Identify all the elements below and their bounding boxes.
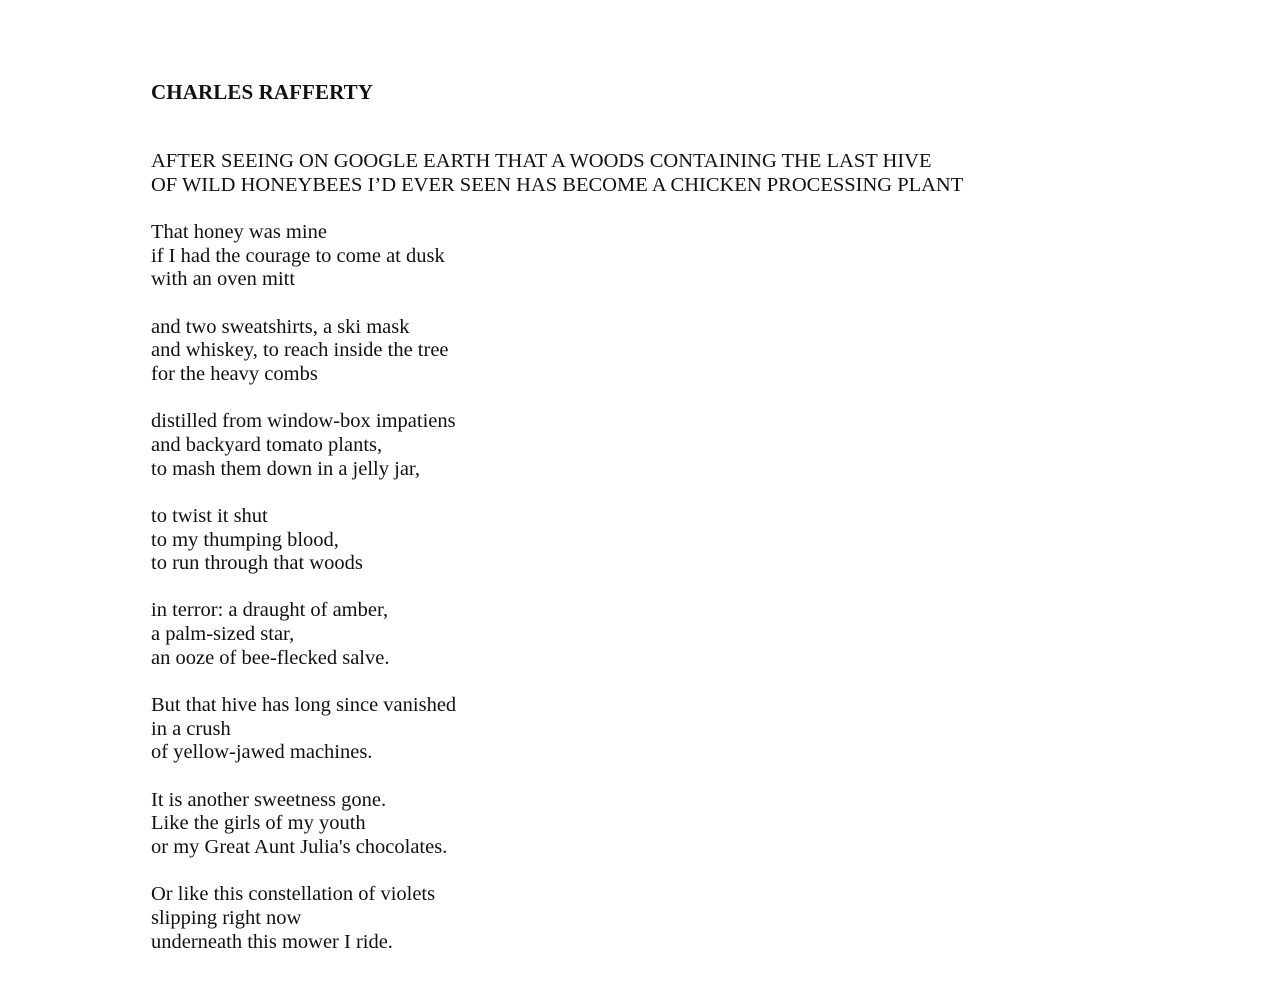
poem-line: and two sweatshirts, a ski mask [151,315,410,338]
poem-title-line: OF WILD HONEYBEES I’D EVER SEEN HAS BECOME A CHICKEN PROCESSING PLANT [151,173,964,196]
poem-line: if I had the courage to come at dusk [151,244,445,267]
poem-line: slipping right now [151,906,302,929]
stanza-4 [151,505,1251,576]
stanza-5 [151,599,1251,670]
poem-line: in terror: a draught of amber, [151,599,389,622]
stanza-1 [151,221,1251,292]
poem-line: for the heavy combs [151,363,318,386]
poem-line: Like the girls of my youth [151,812,366,835]
poem-line: of yellow-jawed machines. [151,741,373,764]
poem-line: to run through that woods [151,552,363,575]
poem-line: to twist it shut [151,504,268,527]
stanza-3 [151,410,1251,481]
poem-line: and backyard tomato plants, [151,433,383,456]
poem-line: with an oven mitt [151,268,296,291]
poem-title-line: AFTER SEEING ON GOOGLE EARTH THAT A WOODS CONTAINING THE LAST HIVE [151,150,932,172]
poem-line: It is another sweetness gone. [151,788,387,811]
poem-line: to mash them down in a jelly jar, [151,457,421,480]
document-page [151,80,1251,978]
poem-body [151,221,1251,954]
poem-line: distilled from window-box impatiens [151,410,456,433]
stanza-7 [151,789,1251,860]
poem-title [151,150,1251,197]
poem-line: Or like this constellation of violets [151,883,436,906]
poem-line: to my thumping blood, [151,528,339,551]
poem-line: But that hive has long since vanished [151,694,457,717]
stanza-8 [151,883,1251,954]
poem-line: underneath this mower I ride. [151,930,393,953]
poem-line: or my Great Aunt Julia's chocolates. [151,836,448,859]
author-name: CHARLES RAFFERTY [151,80,373,104]
poem-line: a palm-sized star, [151,623,295,646]
poem-line: and whiskey, to reach inside the tree [151,339,449,362]
poem-line: in a crush [151,717,231,740]
stanza-2 [151,316,1251,387]
poem-line: That honey was mine [151,221,327,243]
poem-line: an ooze of bee-flecked salve. [151,646,390,669]
stanza-6 [151,694,1251,765]
